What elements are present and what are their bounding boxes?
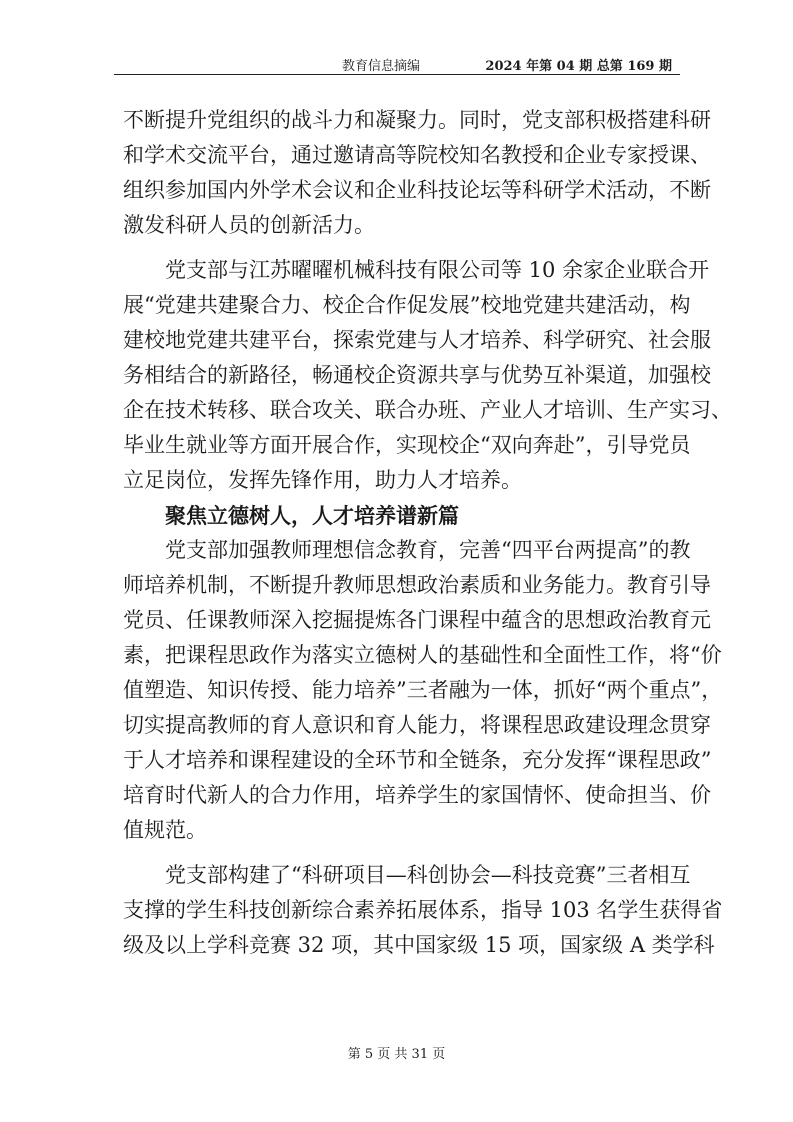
text-line: 不断提升党组织的战斗力和凝聚力。同时，党支部积极搭建科研 <box>123 108 711 132</box>
text-line: 立足岗位，发挥先锋作用，助力人才培养。 <box>123 468 522 492</box>
page-header <box>114 52 680 75</box>
issue-number: 2024 年第 04 期 总第 169 期 <box>485 59 672 74</box>
text-line: 党支部加强教师理想信念教育，完善“四平台两提高”的教 <box>165 538 691 562</box>
page-footer <box>0 1043 793 1062</box>
text-line: 党员、任课教师深入挖掘提炼各门课程中蕴含的思想政治教育元 <box>123 608 711 632</box>
text-line: 展“党建共建聚合力、校企合作促发展”校地党建共建活动，构 <box>123 293 691 317</box>
text-line: 于人才培养和课程建设的全环节和全链条，充分发挥“课程思政” <box>123 748 712 772</box>
paragraph <box>123 533 723 848</box>
text-line: 培育时代新人的合力作用，培养学生的家国情怀、使命担当、价 <box>123 783 711 807</box>
paragraph <box>123 253 732 498</box>
text-line: 毕业生就业等方面开展合作，实现校企“双向奔赴”，引导党员 <box>123 433 691 457</box>
text-line: 和学术交流平台，通过邀请高等院校知名教授和企业专家授课、 <box>123 143 711 167</box>
section-heading: 聚焦立德树人，人才培养谱新篇 <box>165 503 459 528</box>
text-line: 务相结合的新路径，畅通校企资源共享与优势互补渠道，加强校 <box>123 363 711 387</box>
text-line: 企在技术转移、联合攻关、联合办班、产业人才培训、生产实习、 <box>123 398 732 422</box>
paragraph <box>123 858 723 963</box>
text-line: 切实提高教师的育人意识和育人能力，将课程思政建设理念贯穿 <box>123 713 711 737</box>
text-line: 支撑的学生科技创新综合素养拓展体系，指导 103 名学生获得省 <box>123 898 723 922</box>
publication-title: 教育信息摘编 <box>342 59 421 74</box>
text-line: 组织参加国内外学术会议和企业科技论坛等科研学术活动，不断 <box>123 178 711 202</box>
text-line: 师培养机制，不断提升教师思想政治素质和业务能力。教育引导 <box>123 573 711 597</box>
text-line: 建校地党建共建平台，探索党建与人才培养、科学研究、社会服 <box>123 328 711 352</box>
text-line: 党支部构建了“科研项目—科创协会—科技竞赛”三者相互 <box>165 863 691 887</box>
paragraph <box>123 103 711 243</box>
text-line: 级及以上学科竞赛 32 项，其中国家级 15 项，国家级 A 类学科 <box>123 933 715 957</box>
text-line: 素，把课程思政作为落实立德树人的基础性和全面性工作，将“价 <box>123 643 722 667</box>
document-body <box>123 103 732 963</box>
text-line: 党支部与江苏曜曜机械科技有限公司等 10 余家企业联合开 <box>165 258 710 282</box>
text-line: 值规范。 <box>123 818 207 842</box>
text-line: 值塑造、知识传授、能力培养”三者融为一体，抓好“两个重点”， <box>123 678 723 702</box>
page-number: 第 5 页 共 31 页 <box>347 1047 446 1062</box>
text-line: 激发科研人员的创新活力。 <box>123 213 375 237</box>
